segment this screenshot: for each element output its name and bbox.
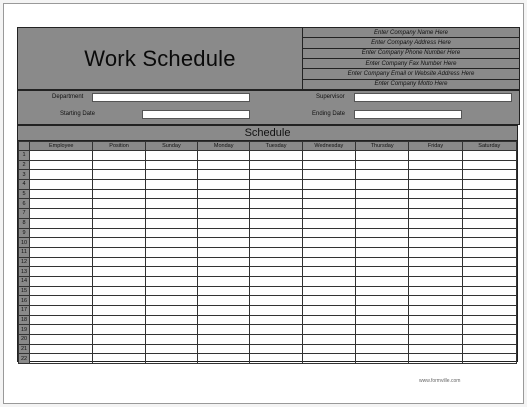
schedule-cell[interactable]	[409, 335, 462, 345]
form-sheet	[3, 3, 524, 404]
schedule-cell[interactable]	[462, 209, 516, 219]
schedule-cell[interactable]	[250, 354, 302, 364]
schedule-cell[interactable]	[462, 286, 516, 296]
schedule-cell[interactable]	[356, 296, 409, 306]
schedule-cell[interactable]	[198, 267, 250, 277]
schedule-cell[interactable]	[462, 335, 516, 345]
schedule-cell[interactable]	[93, 276, 145, 286]
schedule-cell[interactable]	[356, 199, 409, 209]
schedule-cell[interactable]	[462, 180, 516, 190]
schedule-cell[interactable]	[409, 296, 462, 306]
schedule-cell[interactable]	[356, 286, 409, 296]
schedule-cell[interactable]	[93, 247, 145, 257]
row-number: 7	[19, 209, 30, 219]
supervisor-input[interactable]	[354, 93, 512, 102]
schedule-cell[interactable]	[145, 199, 197, 209]
table-row	[19, 335, 517, 345]
schedule-cell[interactable]	[30, 335, 93, 345]
schedule-cell[interactable]	[356, 180, 409, 190]
col-employee: Employee	[30, 142, 93, 151]
schedule-cell[interactable]	[145, 315, 197, 325]
schedule-cell[interactable]	[93, 335, 145, 345]
schedule-cell[interactable]	[356, 276, 409, 286]
table-row	[19, 344, 517, 354]
schedule-cell[interactable]	[30, 151, 93, 161]
schedule-cell[interactable]	[302, 286, 355, 296]
schedule-cell[interactable]	[198, 199, 250, 209]
schedule-table-block	[17, 125, 518, 362]
footer-url: www.formville.com	[419, 378, 461, 384]
col-monday: Monday	[198, 142, 250, 151]
schedule-cell[interactable]	[93, 315, 145, 325]
schedule-cell[interactable]	[409, 325, 462, 335]
schedule-cell[interactable]	[409, 354, 462, 364]
schedule-cell[interactable]	[356, 160, 409, 170]
schedule-cell[interactable]	[462, 276, 516, 286]
company-address-field[interactable]: Enter Company Address Here	[303, 38, 519, 48]
schedule-cell[interactable]	[93, 238, 145, 248]
table-row	[19, 315, 517, 325]
schedule-cell[interactable]	[302, 257, 355, 267]
schedule-cell[interactable]	[198, 218, 250, 228]
schedule-cell[interactable]	[145, 151, 197, 161]
company-phone-field[interactable]: Enter Company Phone Number Here	[303, 49, 519, 59]
schedule-cell[interactable]	[409, 189, 462, 199]
schedule-cell[interactable]	[356, 209, 409, 219]
schedule-cell[interactable]	[356, 325, 409, 335]
schedule-cell[interactable]	[250, 247, 302, 257]
row-number: 12	[19, 257, 30, 267]
schedule-cell[interactable]	[93, 160, 145, 170]
schedule-cell[interactable]	[250, 160, 302, 170]
schedule-cell[interactable]	[93, 218, 145, 228]
schedule-cell[interactable]	[462, 296, 516, 306]
schedule-cell[interactable]	[356, 257, 409, 267]
row-number: 17	[19, 306, 30, 316]
header-row	[19, 142, 517, 151]
schedule-cell[interactable]	[250, 286, 302, 296]
row-number: 1	[19, 151, 30, 161]
schedule-cell[interactable]	[198, 257, 250, 267]
schedule-cell[interactable]	[462, 199, 516, 209]
schedule-cell[interactable]	[93, 296, 145, 306]
table-row	[19, 296, 517, 306]
row-number: 15	[19, 286, 30, 296]
col-thursday: Thursday	[356, 142, 409, 151]
ending-date-input[interactable]	[354, 110, 462, 119]
schedule-cell[interactable]	[93, 286, 145, 296]
table-row	[19, 228, 517, 238]
schedule-cell[interactable]	[198, 325, 250, 335]
schedule-cell[interactable]	[356, 218, 409, 228]
schedule-cell[interactable]	[409, 218, 462, 228]
schedule-cell[interactable]	[250, 335, 302, 345]
schedule-cell[interactable]	[145, 267, 197, 277]
schedule-cell[interactable]	[250, 199, 302, 209]
col-friday: Friday	[409, 142, 462, 151]
schedule-cell[interactable]	[302, 325, 355, 335]
schedule-cell[interactable]	[198, 315, 250, 325]
schedule-cell[interactable]	[198, 247, 250, 257]
schedule-cell[interactable]	[93, 344, 145, 354]
schedule-cell[interactable]	[409, 344, 462, 354]
schedule-cell[interactable]	[356, 151, 409, 161]
table-row	[19, 180, 517, 190]
col-position: Position	[93, 142, 145, 151]
table-row	[19, 257, 517, 267]
schedule-cell[interactable]	[93, 228, 145, 238]
col-sunday: Sunday	[145, 142, 197, 151]
schedule-cell[interactable]	[30, 209, 93, 219]
schedule-cell[interactable]	[145, 286, 197, 296]
schedule-cell[interactable]	[198, 276, 250, 286]
schedule-cell[interactable]	[356, 335, 409, 345]
schedule-cell[interactable]	[30, 344, 93, 354]
row-number: 5	[19, 189, 30, 199]
schedule-cell[interactable]	[302, 354, 355, 364]
schedule-cell[interactable]	[302, 344, 355, 354]
schedule-cell[interactable]	[30, 247, 93, 257]
schedule-cell[interactable]	[145, 257, 197, 267]
schedule-cell[interactable]	[462, 257, 516, 267]
schedule-cell[interactable]	[302, 267, 355, 277]
table-row	[19, 306, 517, 316]
title-box	[18, 28, 303, 89]
schedule-cell[interactable]	[409, 209, 462, 219]
schedule-cell[interactable]	[145, 306, 197, 316]
starting-date-input[interactable]	[142, 110, 250, 119]
schedule-cell[interactable]	[145, 218, 197, 228]
schedule-cell[interactable]	[30, 238, 93, 248]
schedule-cell[interactable]	[145, 170, 197, 180]
schedule-cell[interactable]	[198, 306, 250, 316]
col-wednesday: Wednesday	[302, 142, 355, 151]
schedule-cell[interactable]	[145, 276, 197, 286]
schedule-cell[interactable]	[356, 247, 409, 257]
schedule-cell[interactable]	[250, 238, 302, 248]
schedule-cell[interactable]	[409, 267, 462, 277]
schedule-cell[interactable]	[462, 344, 516, 354]
schedule-cell[interactable]	[30, 189, 93, 199]
table-row	[19, 170, 517, 180]
schedule-cell[interactable]	[145, 344, 197, 354]
schedule-cell[interactable]	[250, 344, 302, 354]
schedule-cell[interactable]	[356, 354, 409, 364]
schedule-cell[interactable]	[302, 170, 355, 180]
row-number: 6	[19, 199, 30, 209]
schedule-cell[interactable]	[30, 199, 93, 209]
schedule-cell[interactable]	[198, 335, 250, 345]
row-number: 13	[19, 267, 30, 277]
schedule-cell[interactable]	[198, 344, 250, 354]
row-number: 2	[19, 160, 30, 170]
schedule-cell[interactable]	[409, 238, 462, 248]
company-fax-field[interactable]: Enter Company Fax Number Here	[303, 59, 519, 69]
schedule-cell[interactable]	[302, 296, 355, 306]
starting-date-label: Starting Date	[60, 111, 96, 117]
schedule-cell[interactable]	[462, 306, 516, 316]
schedule-title: Schedule	[18, 126, 517, 141]
table-row	[19, 267, 517, 277]
company-motto-field[interactable]: Enter Company Motto Here	[374, 81, 448, 88]
schedule-cell[interactable]	[145, 296, 197, 306]
page-title: Work Schedule	[84, 45, 236, 71]
schedule-cell[interactable]	[250, 209, 302, 219]
schedule-cell[interactable]	[250, 306, 302, 316]
table-row	[19, 286, 517, 296]
schedule-cell[interactable]	[198, 151, 250, 161]
schedule-cell[interactable]	[93, 180, 145, 190]
schedule-cell[interactable]	[356, 170, 409, 180]
schedule-cell[interactable]	[93, 257, 145, 267]
company-info	[303, 28, 519, 89]
schedule-cell[interactable]	[302, 160, 355, 170]
schedule-cell[interactable]	[198, 286, 250, 296]
schedule-cell[interactable]	[30, 315, 93, 325]
row-number: 4	[19, 180, 30, 190]
table-row	[19, 218, 517, 228]
schedule-cell[interactable]	[250, 276, 302, 286]
schedule-cell[interactable]	[93, 209, 145, 219]
schedule-cell[interactable]	[356, 267, 409, 277]
schedule-cell[interactable]	[93, 354, 145, 364]
schedule-cell[interactable]	[30, 286, 93, 296]
schedule-cell[interactable]	[302, 238, 355, 248]
schedule-cell[interactable]	[356, 306, 409, 316]
schedule-cell[interactable]	[462, 151, 516, 161]
schedule-cell[interactable]	[145, 209, 197, 219]
schedule-cell[interactable]	[250, 257, 302, 267]
schedule-cell[interactable]	[302, 335, 355, 345]
schedule-cell[interactable]	[145, 180, 197, 190]
schedule-cell[interactable]	[30, 170, 93, 180]
table-row	[19, 276, 517, 286]
schedule-cell[interactable]	[250, 325, 302, 335]
schedule-cell[interactable]	[93, 170, 145, 180]
schedule-cell[interactable]	[198, 354, 250, 364]
schedule-cell[interactable]	[198, 209, 250, 219]
schedule-cell[interactable]	[409, 276, 462, 286]
schedule-cell[interactable]	[462, 315, 516, 325]
schedule-cell[interactable]	[462, 325, 516, 335]
schedule-cell[interactable]	[302, 189, 355, 199]
schedule-cell[interactable]	[250, 296, 302, 306]
schedule-cell[interactable]	[30, 160, 93, 170]
meta-block	[17, 90, 520, 125]
row-number: 10	[19, 238, 30, 248]
schedule-body	[19, 151, 517, 364]
schedule-cell[interactable]	[409, 286, 462, 296]
schedule-cell[interactable]	[302, 276, 355, 286]
schedule-table	[18, 141, 517, 364]
schedule-cell[interactable]	[462, 228, 516, 238]
schedule-cell[interactable]	[198, 228, 250, 238]
company-name-field[interactable]: Enter Company Name Here	[303, 28, 519, 38]
schedule-cell[interactable]	[462, 218, 516, 228]
table-row	[19, 325, 517, 335]
schedule-cell[interactable]	[356, 189, 409, 199]
schedule-cell[interactable]	[462, 160, 516, 170]
schedule-cell[interactable]	[93, 151, 145, 161]
schedule-cell[interactable]	[302, 199, 355, 209]
schedule-cell[interactable]	[30, 306, 93, 316]
schedule-cell[interactable]	[198, 189, 250, 199]
table-row	[19, 247, 517, 257]
schedule-cell[interactable]	[145, 325, 197, 335]
col-saturday: Saturday	[462, 142, 516, 151]
schedule-cell[interactable]	[30, 325, 93, 335]
schedule-cell[interactable]	[356, 228, 409, 238]
schedule-cell[interactable]	[198, 296, 250, 306]
schedule-cell[interactable]	[198, 238, 250, 248]
company-email-field[interactable]: Enter Company Email or Website Address Here	[303, 69, 519, 79]
schedule-cell[interactable]	[462, 267, 516, 277]
header-block	[17, 27, 520, 90]
schedule-cell[interactable]	[409, 180, 462, 190]
table-row	[19, 199, 517, 209]
schedule-cell[interactable]	[409, 306, 462, 316]
schedule-cell[interactable]	[302, 218, 355, 228]
schedule-cell[interactable]	[356, 344, 409, 354]
schedule-cell[interactable]	[356, 238, 409, 248]
schedule-cell[interactable]	[462, 354, 516, 364]
schedule-cell[interactable]	[409, 160, 462, 170]
row-number: 21	[19, 344, 30, 354]
schedule-cell[interactable]	[93, 306, 145, 316]
schedule-cell[interactable]	[250, 267, 302, 277]
schedule-cell[interactable]	[302, 180, 355, 190]
schedule-cell[interactable]	[30, 180, 93, 190]
schedule-cell[interactable]	[356, 315, 409, 325]
department-input[interactable]	[92, 93, 250, 102]
schedule-cell[interactable]	[302, 315, 355, 325]
schedule-cell[interactable]	[250, 228, 302, 238]
schedule-cell[interactable]	[302, 306, 355, 316]
schedule-cell[interactable]	[409, 199, 462, 209]
schedule-cell[interactable]	[30, 267, 93, 277]
row-number: 16	[19, 296, 30, 306]
schedule-cell[interactable]	[302, 247, 355, 257]
schedule-cell[interactable]	[145, 160, 197, 170]
schedule-cell[interactable]	[145, 335, 197, 345]
schedule-cell[interactable]	[250, 170, 302, 180]
schedule-cell[interactable]	[93, 325, 145, 335]
schedule-cell[interactable]	[250, 151, 302, 161]
row-number: 22	[19, 354, 30, 364]
schedule-cell[interactable]	[93, 189, 145, 199]
schedule-cell[interactable]	[198, 180, 250, 190]
table-row	[19, 189, 517, 199]
schedule-cell[interactable]	[30, 354, 93, 364]
row-number: 11	[19, 247, 30, 257]
ending-date-label: Ending Date	[312, 111, 346, 117]
schedule-cell[interactable]	[145, 189, 197, 199]
department-label: Department	[52, 94, 84, 100]
schedule-cell[interactable]	[250, 189, 302, 199]
schedule-cell[interactable]	[30, 218, 93, 228]
row-number-header	[19, 142, 30, 151]
schedule-cell[interactable]	[30, 296, 93, 306]
schedule-cell[interactable]	[30, 276, 93, 286]
schedule-cell[interactable]	[462, 189, 516, 199]
col-tuesday: Tuesday	[250, 142, 302, 151]
schedule-cell[interactable]	[250, 218, 302, 228]
table-row	[19, 151, 517, 161]
schedule-cell[interactable]	[302, 228, 355, 238]
schedule-cell[interactable]	[462, 247, 516, 257]
schedule-cell[interactable]	[409, 170, 462, 180]
table-row	[19, 238, 517, 248]
schedule-cell[interactable]	[462, 238, 516, 248]
supervisor-label: Supervisor	[316, 94, 345, 100]
schedule-cell[interactable]	[145, 247, 197, 257]
schedule-cell[interactable]	[302, 209, 355, 219]
schedule-cell[interactable]	[30, 228, 93, 238]
table-row	[19, 354, 517, 364]
table-row	[19, 160, 517, 170]
row-number: 19	[19, 325, 30, 335]
row-number: 9	[19, 228, 30, 238]
schedule-cell[interactable]	[93, 267, 145, 277]
schedule-cell[interactable]	[250, 180, 302, 190]
schedule-cell[interactable]	[409, 247, 462, 257]
schedule-cell[interactable]	[409, 257, 462, 267]
row-number: 3	[19, 170, 30, 180]
schedule-cell[interactable]	[409, 315, 462, 325]
schedule-cell[interactable]	[409, 228, 462, 238]
schedule-cell[interactable]	[145, 228, 197, 238]
schedule-cell[interactable]	[462, 170, 516, 180]
schedule-cell[interactable]	[409, 151, 462, 161]
schedule-cell[interactable]	[198, 170, 250, 180]
row-number: 8	[19, 218, 30, 228]
row-number: 18	[19, 315, 30, 325]
schedule-cell[interactable]	[302, 151, 355, 161]
table-row	[19, 209, 517, 219]
row-number: 14	[19, 276, 30, 286]
schedule-cell[interactable]	[145, 354, 197, 364]
schedule-cell[interactable]	[198, 160, 250, 170]
schedule-cell[interactable]	[250, 315, 302, 325]
schedule-cell[interactable]	[30, 257, 93, 267]
schedule-cell[interactable]	[93, 199, 145, 209]
schedule-cell[interactable]	[145, 238, 197, 248]
row-number: 20	[19, 335, 30, 345]
